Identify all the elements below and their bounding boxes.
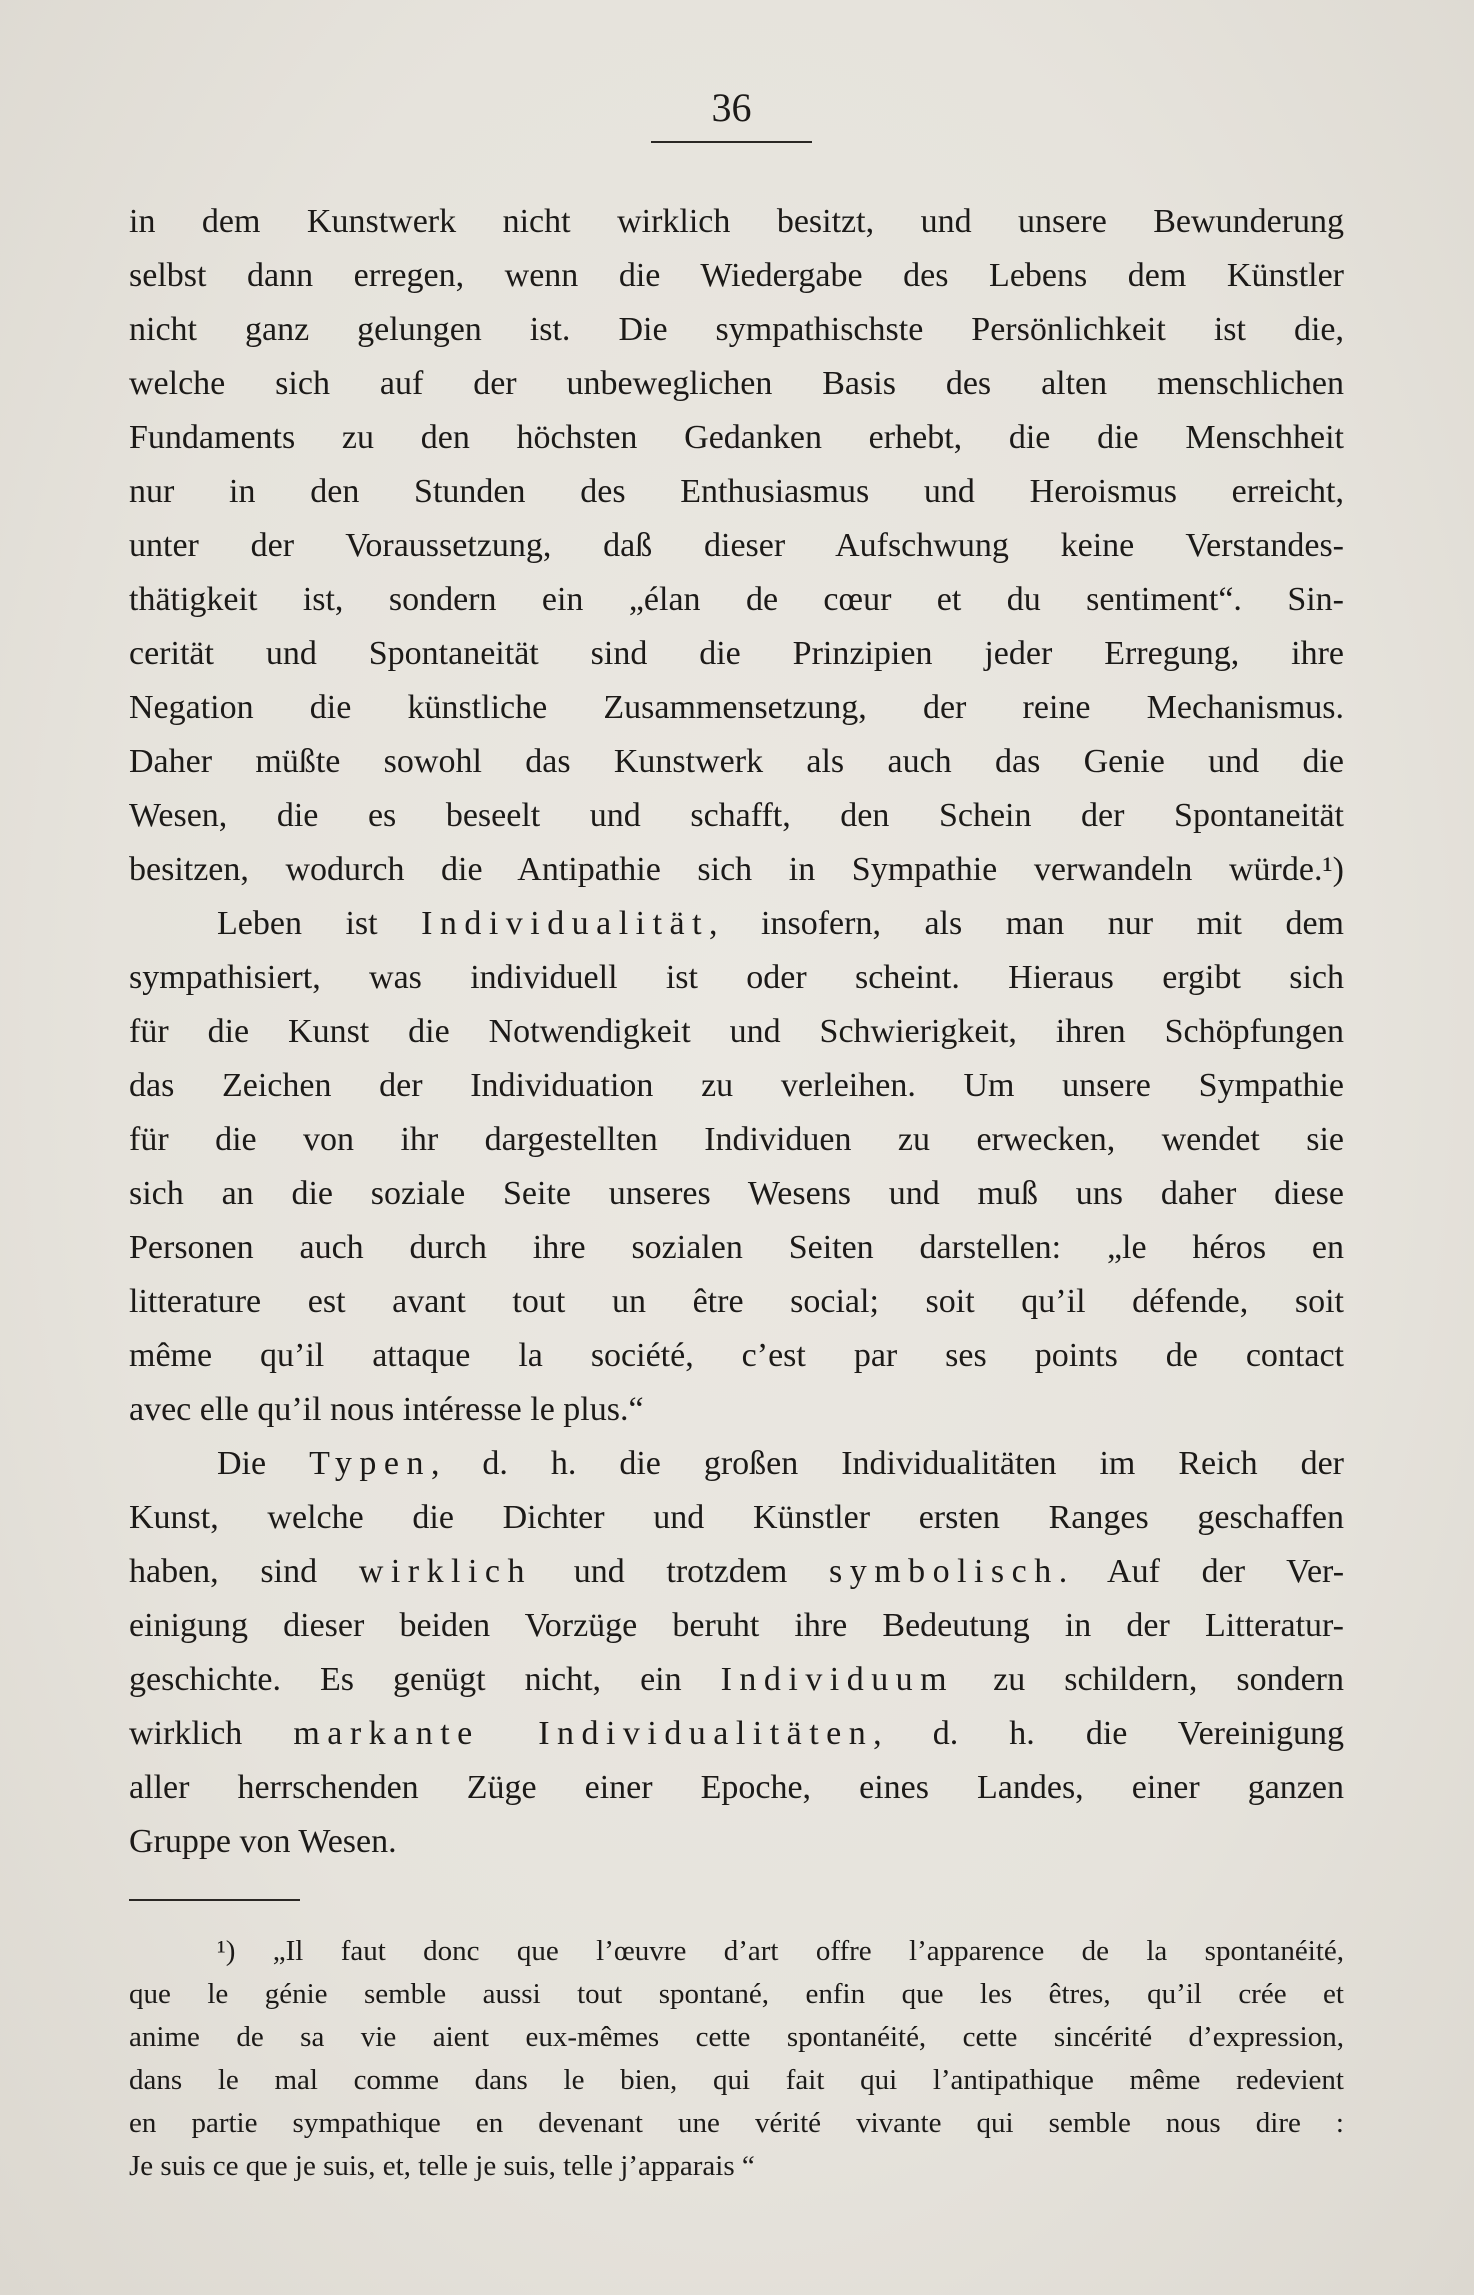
text-segment: cerität und Spontaneität sind die Prinzipien jeder Erregung, ihre <box>129 635 1344 672</box>
text-line <box>129 1329 1344 1383</box>
text-line <box>129 1113 1344 1167</box>
text-line <box>129 1221 1344 1275</box>
text-line <box>129 681 1344 735</box>
text-line <box>129 1545 1344 1599</box>
letterspaced-word: Individuum <box>720 1661 955 1698</box>
text-line <box>129 1275 1344 1329</box>
text-segment: für die Kunst die Notwendigkeit und Schwierigkeit, ihren Schöpfungen <box>129 1013 1344 1050</box>
header-rule <box>651 141 812 143</box>
text-segment: avec elle qu’il nous intéresse le plus.“ <box>129 1391 644 1428</box>
text-line <box>129 1815 1344 1869</box>
text-segment: Daher müßte sowohl das Kunstwerk als auch das Genie und die <box>129 743 1344 780</box>
text-line <box>129 789 1344 843</box>
text-segment: besitzen, wodurch die Antipathie sich in Sympathie verwandeln würde.¹) <box>129 851 1344 888</box>
text-segment: sich an die soziale Seite unseres Wesens und muß uns daher diese <box>129 1175 1344 1212</box>
text-line <box>129 897 1344 951</box>
text-line <box>129 195 1344 249</box>
text-segment: Wesen, die es beseelt und schafft, den Schein der Spontaneität <box>129 797 1344 834</box>
text-line <box>129 519 1344 573</box>
text-line <box>129 1761 1344 1815</box>
text-segment: nur in den Stunden des Enthusiasmus und Heroismus erreicht, <box>129 473 1344 510</box>
text-line <box>129 735 1344 789</box>
text-segment: aller herrschenden Züge einer Epoche, eines Landes, einer ganzen <box>129 1769 1344 1806</box>
text-line <box>129 411 1344 465</box>
footnote-line: en partie sympathique en devenant une vérité vivante qui semble nous dire : <box>129 2107 1344 2139</box>
text-segment: , insofern, als man nur mit dem <box>709 905 1344 942</box>
text-segment: Fundaments zu den höchsten Gedanken erhebt, die die Menschheit <box>129 419 1344 456</box>
footnote <box>129 1930 1344 2188</box>
letterspaced-word: Typen <box>309 1445 431 1482</box>
text-segment: und trotzdem <box>531 1553 829 1590</box>
text-segment: selbst dann erregen, wenn die Wiedergabe des Lebens dem Künstler <box>129 257 1344 294</box>
text-segment: Gruppe von Wesen. <box>129 1823 397 1860</box>
letterspaced-word: wirklich <box>358 1553 532 1590</box>
text-line <box>129 249 1344 303</box>
footnote-line: anime de sa vie aient eux-mêmes cette spontanéité, cette sincérité d’expression, <box>129 2021 1344 2053</box>
text-segment: wirklich <box>129 1715 294 1752</box>
page-number: 36 <box>711 85 752 130</box>
text-segment: Kunst, welche die Dichter und Künstler ersten Ranges geschaffen <box>129 1499 1344 1536</box>
text-segment: . Auf der Ver- <box>1058 1553 1344 1590</box>
text-segment: haben, sind <box>129 1553 359 1590</box>
text-segment: das Zeichen der Individuation zu verleihen. Um unsere Sympathie <box>129 1067 1344 1104</box>
text-segment: Die <box>217 1445 310 1482</box>
text-segment: , d. h. die Vereinigung <box>873 1715 1344 1752</box>
text-line <box>129 573 1344 627</box>
text-segment: même qu’il attaque la société, c’est par ses points de contact <box>129 1337 1344 1374</box>
text-line <box>129 951 1344 1005</box>
text-line <box>129 465 1344 519</box>
text-segment: nicht ganz gelungen ist. Die sympathischste Persönlichkeit ist die, <box>129 311 1344 348</box>
text-segment: für die von ihr dargestellten Individuen zu erwecken, wendet sie <box>129 1121 1344 1158</box>
text-segment: in dem Kunstwerk nicht wirklich besitzt, und unsere Bewunderung <box>129 203 1344 240</box>
footnote-line: Je suis ce que je suis, et, telle je suis, telle j’apparais “ <box>129 2150 755 2182</box>
text-line <box>129 357 1344 411</box>
body-text <box>129 195 1344 1869</box>
text-line <box>129 1653 1344 1707</box>
footnote-rule <box>129 1899 300 1901</box>
letterspaced-word: Individualität <box>421 905 710 942</box>
text-segment: einigung dieser beiden Vorzüge beruht ihre Bedeutung in der Litteratur- <box>129 1607 1344 1644</box>
text-segment: litterature est avant tout un être social; soit qu’il défende, soit <box>129 1283 1344 1320</box>
footnote-line: dans le mal comme dans le bien, qui fait qui l’antipathique même redevient <box>129 2064 1344 2096</box>
text-segment: unter der Voraussetzung, daß dieser Aufschwung keine Verstandes- <box>129 527 1344 564</box>
text-line <box>129 843 1344 897</box>
text-line <box>129 1437 1344 1491</box>
text-line <box>129 1599 1344 1653</box>
text-line <box>129 1383 1344 1437</box>
text-segment: Personen auch durch ihre sozialen Seiten darstellen: „le héros en <box>129 1229 1344 1266</box>
text-segment: sympathisiert, was individuell ist oder scheint. Hieraus ergibt sich <box>129 959 1344 996</box>
text-segment: welche sich auf der unbeweglichen Basis des alten menschlichen <box>129 365 1344 402</box>
text-segment: thätigkeit ist, sondern ein „élan de cœur et du sentiment“. Sin- <box>129 581 1344 618</box>
letterspaced-word: symbolisch <box>829 1553 1059 1590</box>
footnote-line: ¹) „Il faut donc que l’œuvre d’art offre l’apparence de la spontanéité, <box>217 1935 1344 1967</box>
text-segment: zu schildern, sondern <box>954 1661 1344 1698</box>
text-segment: Leben ist <box>217 905 422 942</box>
text-line <box>129 627 1344 681</box>
text-line <box>129 1491 1344 1545</box>
text-segment: , d. h. die großen Individualitäten im Reich der <box>430 1445 1344 1482</box>
text-segment: geschichte. Es genügt nicht, ein <box>129 1661 721 1698</box>
text-line <box>129 1707 1344 1761</box>
footnote-line: que le génie semble aussi tout spontané, enfin que les êtres, qu’il crée et <box>129 1978 1344 2010</box>
letterspaced-word: markante Individualitäten <box>293 1715 874 1752</box>
text-line <box>129 1167 1344 1221</box>
text-line <box>129 1005 1344 1059</box>
text-segment: Negation die künstliche Zusammensetzung, der reine Mechanismus. <box>129 689 1344 726</box>
text-line <box>129 303 1344 357</box>
text-line <box>129 1059 1344 1113</box>
